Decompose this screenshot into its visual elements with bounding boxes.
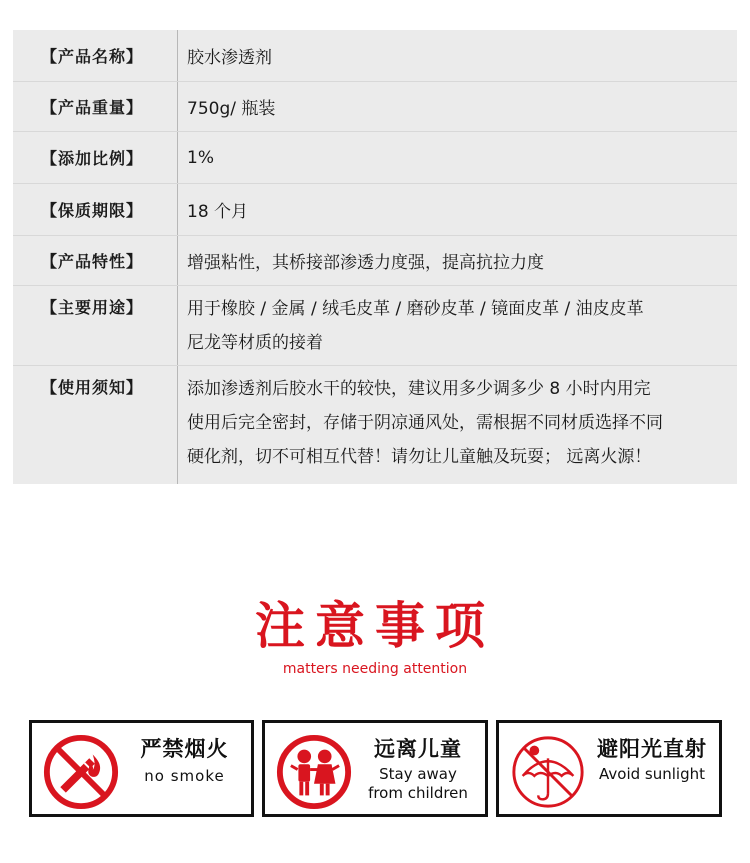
spec-row-usage: [13, 286, 737, 366]
spec-value: 1%: [187, 147, 214, 168]
spec-row-name: [13, 30, 737, 82]
warning-en: Stay away: [379, 765, 457, 783]
spec-value: [178, 366, 737, 484]
spec-row-ratio: [13, 132, 737, 184]
warning-title: 远离儿童: [374, 737, 462, 761]
warning-card-children: [262, 720, 488, 817]
spec-value-line: 添加渗透剂后胶水干的较快，建议用多少调多少 8 小时内用完: [187, 379, 651, 399]
warning-en: Avoid sunlight: [599, 765, 705, 783]
spec-value: 增强粘性，其桥接部渗透力度强，提高抗拉力度: [187, 253, 544, 273]
spec-label: 【产品名称】: [41, 47, 144, 66]
warning-title: 严禁烟火: [140, 737, 229, 761]
notice-subtitle: matters needing attention: [282, 661, 468, 677]
spec-label: 【使用须知】: [41, 378, 144, 397]
warning-card-no-smoke: [29, 720, 254, 817]
warning-card-no-sunlight: [496, 720, 722, 817]
spec-row-instructions: [13, 366, 737, 484]
spec-value: 18 个月: [187, 202, 249, 222]
spec-value-line: 用于橡胶 / 金属 / 绒毛皮革 / 磨砂皮革 / 镜面皮革 / 油皮皮革: [187, 299, 644, 319]
spec-value: [178, 286, 737, 365]
spec-table: [13, 30, 737, 484]
spec-label: 【产品特性】: [41, 252, 144, 271]
spec-value-line: 使用后完全密封，存储于阴凉通风处，需根据不同材质选择不同: [187, 413, 663, 433]
spec-value: 750g/ 瓶装: [187, 99, 276, 119]
spec-value: 胶水渗透剂: [187, 48, 272, 68]
spec-value-line: 尼龙等材质的接着: [187, 333, 323, 353]
warning-en: from children: [368, 784, 468, 802]
spec-row-weight: [13, 82, 737, 132]
spec-row-features: [13, 236, 737, 286]
notice-title: 注意事项: [255, 597, 495, 655]
spec-row-shelf-life: [13, 184, 737, 236]
no-smoke-icon: [42, 733, 120, 811]
no-sunlight-icon: [509, 733, 587, 811]
spec-label: 【主要用途】: [41, 298, 144, 317]
spec-value-line: 硬化剂，切不可相互代替！请勿让儿童触及玩耍； 远离火源！: [187, 447, 652, 467]
spec-label: 【添加比例】: [41, 149, 144, 168]
warning-en: no smoke: [144, 767, 225, 785]
spec-label: 【保质期限】: [41, 201, 144, 220]
spec-label: 【产品重量】: [41, 98, 144, 117]
children-icon: [275, 733, 353, 811]
warning-title: 避阳光直射: [597, 737, 707, 761]
